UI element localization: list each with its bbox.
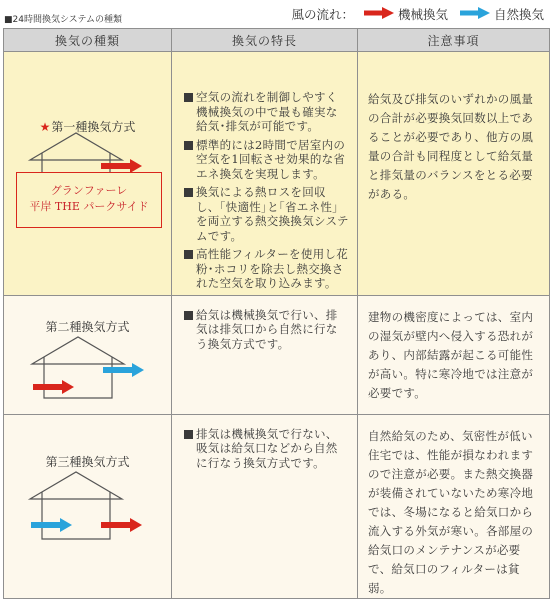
list-item: 標準的には2時間で居室内の空気を1回転させ効果的な省エネ換気を実現します。 [184,138,349,182]
note-text: 建物の機密度によっては、室内の湿気が壁内へ侵入する恐れがあり、内部結露が起こる可能性が高い。特に寒冷地では注意が必要です。 [368,309,534,400]
header-type: 換気の種類 [4,29,172,52]
legend-label: 風の流れ： [291,7,354,22]
list-item: 空気の流れを制御しやすく機械換気の中で最も確実な給気･排気が可能です。 [184,90,349,134]
features-cell [172,414,358,598]
feature-list [172,415,357,471]
house-diagram [30,334,158,400]
ventilation-table [3,28,550,599]
square-bullet-icon [184,141,193,150]
table-header-row [4,29,550,52]
list-item: 排気は機械換気で行ない、吸気は給気口などから自然に行なう換気方式です。 [184,427,349,471]
brand-label-box [16,172,162,228]
type-cell [4,295,172,414]
list-item: 給気は機械換気で行い、排気は排気口から自然に行なう換気方式です。 [184,308,349,352]
supply-natural-arrow-icon [31,518,72,532]
type-name: ★第一種換気方式 [39,120,136,134]
list-item: 換気による熱ロスを回収し、｢快適性｣と｢省エネ性｣を両立する熱交換換気システムです。 [184,185,349,243]
page-title: ■24時間換気システムの種類 [4,15,123,25]
supply-mechanical-arrow-icon [33,380,74,394]
wind-flow-legend [291,5,544,23]
notes-cell [358,52,550,296]
house-walls [44,357,112,398]
square-bullet-icon [184,311,193,320]
note-text: 給気及び排気のいずれかの風量の合計が必要換気回数以上であることが必要であり、他方の風量の合計も同程度として給気量と排気量のバランスをとる必要がある。 [368,92,534,201]
notes-cell [358,414,550,598]
square-bullet-icon [184,250,193,259]
type-name: 第二種換気方式 [45,319,130,334]
feature-list [172,52,357,291]
star-icon: ★ [39,120,51,134]
house-diagram [28,469,156,541]
header-features: 換気の特長 [172,29,358,52]
table-row [4,414,550,598]
exhaust-natural-arrow-icon [103,363,144,377]
type-cell [4,414,172,598]
exhaust-mechanical-arrow-icon [101,518,142,532]
features-cell [172,52,358,296]
legend-mechanical: 機械換気 [397,7,448,22]
house-roof [30,133,122,160]
table-row [4,52,550,296]
note-text: 自然給気のため、気密性が低い住宅では、性能が損なわれますので注意が必要。また熱交換器が装備されていないため寒冷地では、冬場になると給気口から流入する外気が寒い。各部屋の給気口のメンテナンスが必要で、給気口のフィルターは貧弱。 [368,428,534,595]
type-cell [4,52,172,296]
header-notes: 注意事項 [358,29,550,52]
exhaust-mechanical-arrow-icon [101,159,142,173]
mechanical-arrow-icon [364,7,394,22]
legend-natural: 自然換気 [493,7,544,22]
notes-cell [358,295,550,414]
brand-subname: 平岸 THE パークサイド [29,200,149,213]
feature-list [172,296,357,352]
square-bullet-icon [184,93,193,102]
features-cell [172,295,358,414]
square-bullet-icon [184,430,193,439]
table-row [4,295,550,414]
list-item: 高性能フィルターを使用し花粉･ホコリを除去し熱交換された空気を取り込みます。 [184,247,349,291]
brand-name: グランファーレ [50,184,128,197]
house-roof [30,472,122,499]
natural-arrow-icon [460,7,490,22]
square-bullet-icon [184,188,193,197]
house-roof [32,337,124,364]
type-name: 第三種換気方式 [45,454,130,469]
